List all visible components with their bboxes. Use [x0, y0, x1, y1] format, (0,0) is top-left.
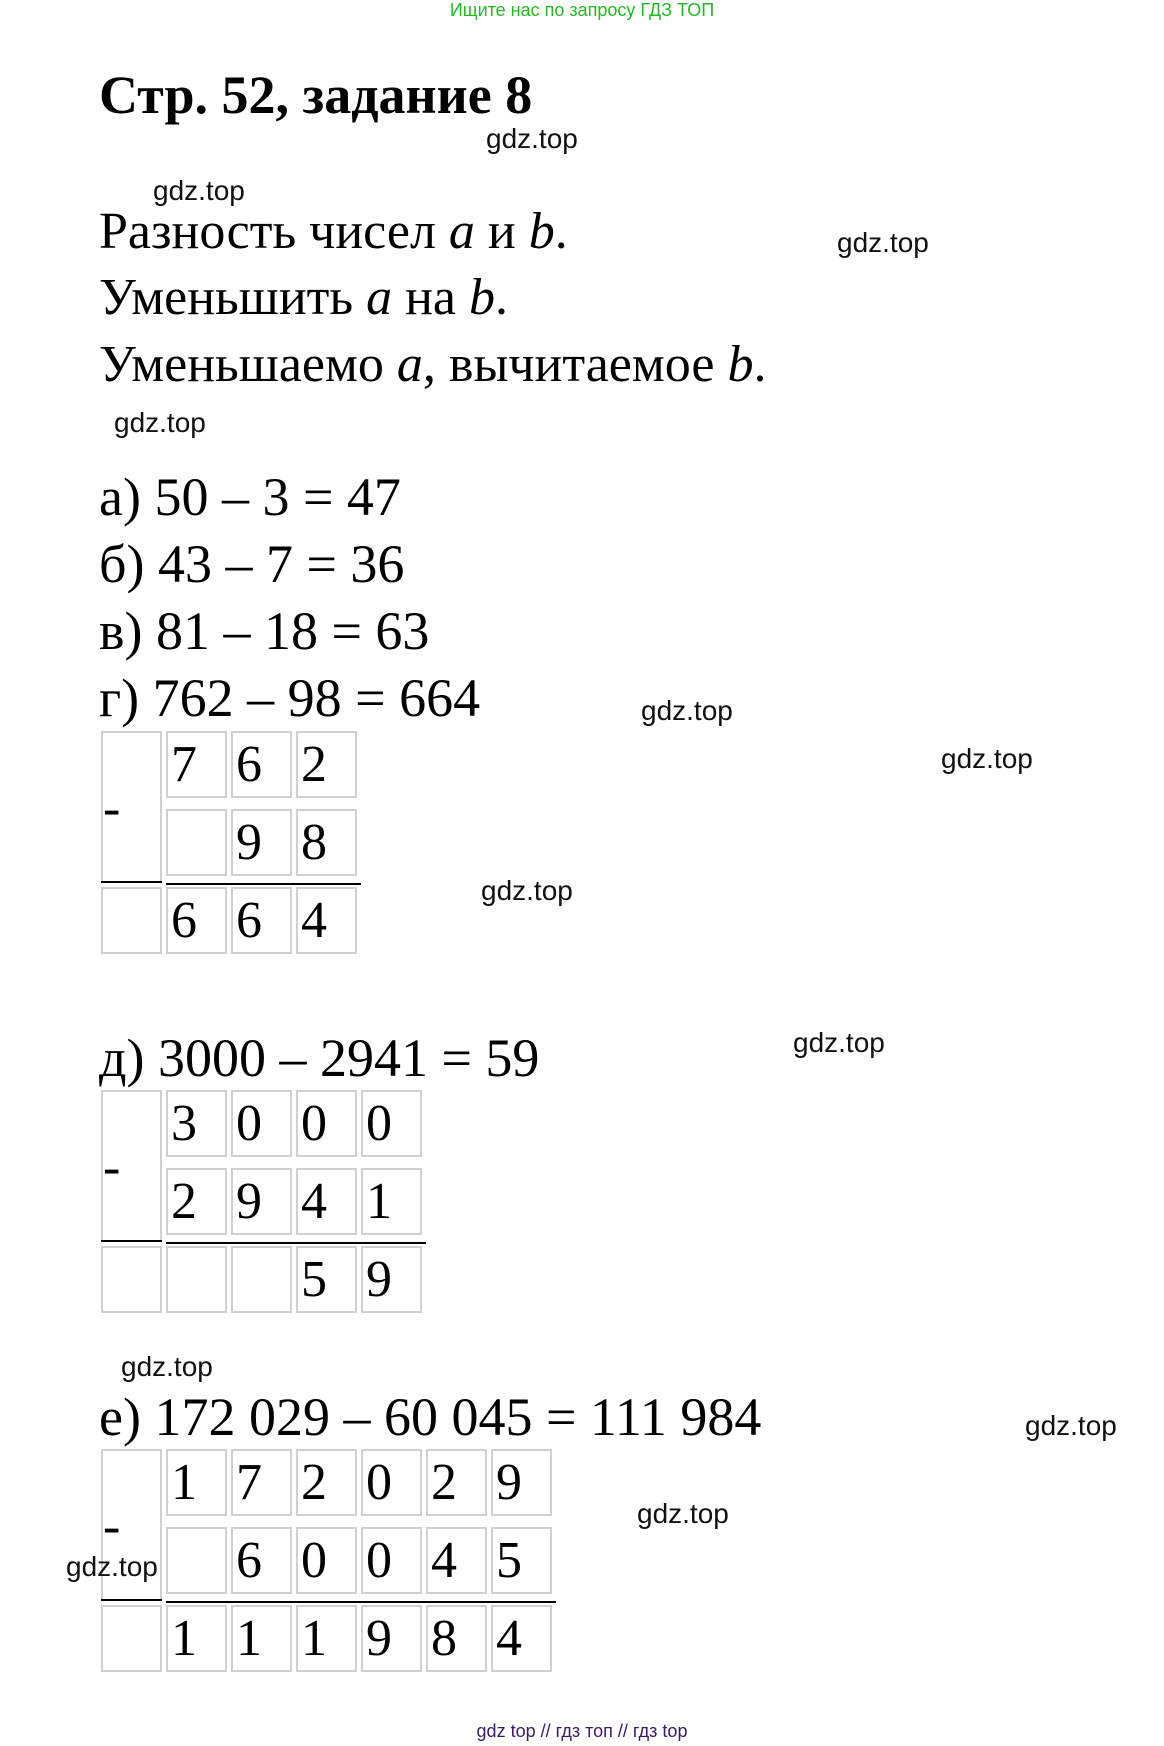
watermark: gdz.top [1025, 1410, 1117, 1441]
grid-cell [101, 887, 162, 954]
equation-a: а) 50 – 3 = 47 [99, 467, 401, 527]
equation-d: д) 3000 – 2941 = 59 [99, 1028, 540, 1088]
result-digit: 6 [231, 887, 292, 954]
watermark: gdz.top [121, 1351, 213, 1382]
definition-line-3: Уменьшаемо a, вычитаемое b. [99, 336, 767, 393]
subtrahend-digit: 2 [166, 1168, 227, 1235]
result-digit: 9 [361, 1246, 422, 1313]
result-underline [166, 1601, 556, 1603]
watermark: gdz.top [481, 875, 573, 906]
watermark: gdz.top [66, 1551, 158, 1582]
subtrahend-digit: 6 [231, 1527, 292, 1594]
result-underline [166, 883, 361, 885]
watermark: gdz.top [793, 1027, 885, 1058]
sign-underline [101, 1599, 162, 1601]
minuend-digit: 2 [296, 1449, 357, 1516]
minuend-digit: 0 [231, 1090, 292, 1157]
subtrahend-digit: 5 [491, 1527, 552, 1594]
equation-e: е) 172 029 – 60 045 = 111 984 [99, 1387, 762, 1447]
equation-v: в) 81 – 18 = 63 [99, 601, 430, 661]
result-digit [231, 1246, 292, 1313]
watermark: gdz.top [641, 695, 733, 726]
minus-sign: - [103, 1139, 121, 1196]
subtrahend-digit: 4 [426, 1527, 487, 1594]
result-digit: 4 [296, 887, 357, 954]
result-digit [166, 1246, 227, 1313]
result-digit: 5 [296, 1246, 357, 1313]
result-digit: 8 [426, 1605, 487, 1672]
result-underline [166, 1242, 426, 1244]
footer-links: gdz top // гдз топ // гдз top [476, 1721, 688, 1741]
subtrahend-digit: 1 [361, 1168, 422, 1235]
result-digit: 1 [231, 1605, 292, 1672]
watermark: gdz.top [114, 407, 206, 438]
definition-line-1: Разность чисел a и b. [99, 203, 568, 260]
subtrahend-digit: 8 [296, 809, 357, 876]
minuend-digit: 9 [491, 1449, 552, 1516]
result-digit: 9 [361, 1605, 422, 1672]
minus-sign: - [103, 1498, 121, 1555]
minuend-digit: 6 [231, 731, 292, 798]
result-digit: 4 [491, 1605, 552, 1672]
subtrahend-digit: 0 [296, 1527, 357, 1594]
minuend-digit: 2 [426, 1449, 487, 1516]
sign-underline [101, 1240, 162, 1242]
subtrahend-digit: 9 [231, 809, 292, 876]
subtrahend-digit [166, 809, 227, 876]
sign-underline [101, 881, 162, 883]
watermark: gdz.top [153, 175, 245, 206]
top-banner: Ищите нас по запросу ГДЗ ТОП [449, 0, 715, 20]
minuend-digit: 7 [166, 731, 227, 798]
definition-line-2: Уменьшить a на b. [99, 269, 509, 326]
subtrahend-digit: 9 [231, 1168, 292, 1235]
minuend-digit: 2 [296, 731, 357, 798]
page-title: Стр. 52, задание 8 [99, 65, 533, 125]
result-digit: 1 [166, 1605, 227, 1672]
minuend-digit: 0 [361, 1449, 422, 1516]
minuend-digit: 7 [231, 1449, 292, 1516]
equation-b: б) 43 – 7 = 36 [99, 534, 405, 594]
watermark: gdz.top [941, 743, 1033, 774]
equation-g: г) 762 – 98 = 664 [99, 668, 481, 728]
subtrahend-digit: 4 [296, 1168, 357, 1235]
watermark: gdz.top [486, 123, 578, 154]
subtrahend-digit [166, 1527, 227, 1594]
minuend-digit: 0 [361, 1090, 422, 1157]
result-digit: 6 [166, 887, 227, 954]
grid-cell [101, 1605, 162, 1672]
minus-sign: - [103, 780, 121, 837]
watermark: gdz.top [637, 1498, 729, 1529]
minuend-digit: 3 [166, 1090, 227, 1157]
subtrahend-digit: 0 [361, 1527, 422, 1594]
minuend-digit: 0 [296, 1090, 357, 1157]
grid-cell [101, 1246, 162, 1313]
watermark: gdz.top [837, 227, 929, 258]
minuend-digit: 1 [166, 1449, 227, 1516]
result-digit: 1 [296, 1605, 357, 1672]
